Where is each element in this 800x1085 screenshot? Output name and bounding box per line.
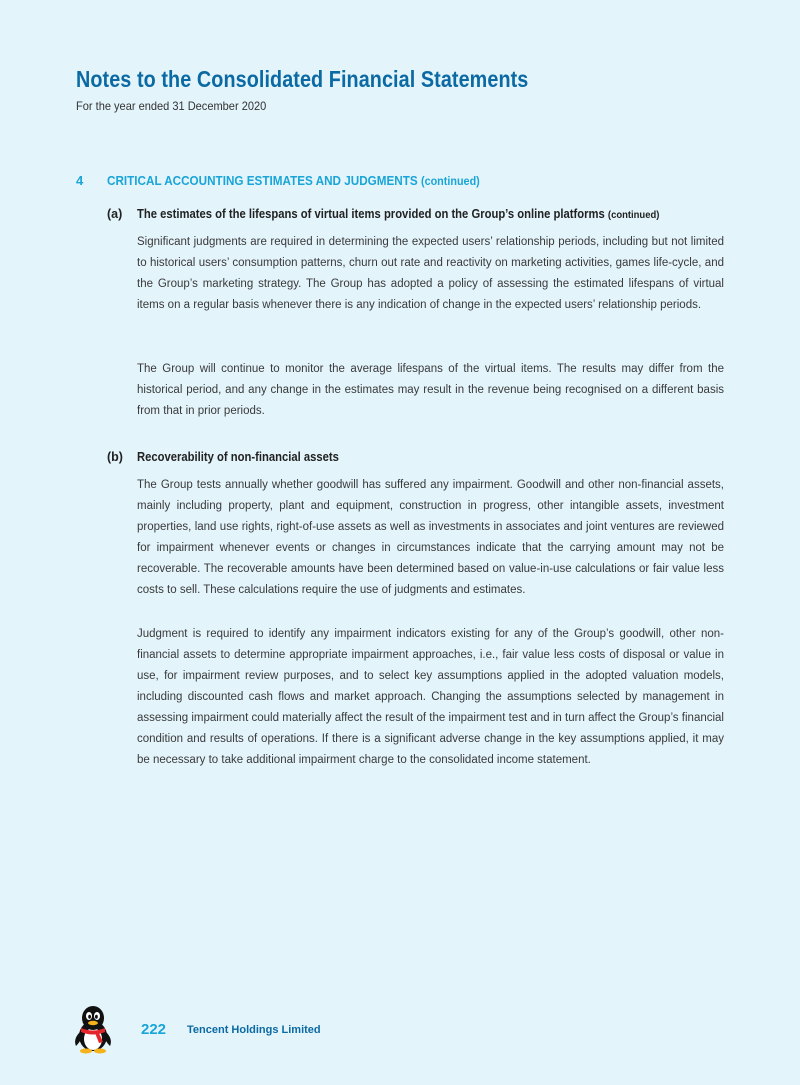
subsection-a-label: (a)	[107, 207, 123, 221]
subsection-a-paragraph-1: Significant judgments are required in determining the expected users’ relationship periods, including but not limited to historical users’ consumption patterns, churn out rate and reactivity on marketing activities, games life-cycle, and the Group’s marketing strategy. The Group has adopted a policy of assessing the estimated lifespans of virtual items on a regular basis whenever there is any indication of change in the expected users’ relationship periods.	[137, 236, 724, 311]
page-title: Notes to the Consolidated Financial Statements	[76, 66, 529, 92]
page-subtitle: For the year ended 31 December 2020	[76, 99, 267, 113]
subsection-a-continued: (continued)	[607, 209, 660, 221]
penguin-logo-icon	[72, 1004, 114, 1054]
section-continued: (continued)	[420, 174, 480, 188]
subsection-a-title: The estimates of the lifespans of virtual items provided on the Group’s online platforms	[137, 207, 605, 221]
section-heading	[107, 173, 480, 188]
section-title: CRITICAL ACCOUNTING ESTIMATES AND JUDGMENTS	[107, 173, 418, 188]
subsection-a-heading	[137, 207, 659, 221]
page-number: 222	[141, 1021, 167, 1038]
section-number: 4	[76, 173, 84, 188]
subsection-b-title: Recoverability of non-financial assets	[137, 450, 339, 464]
subsection-b-paragraph-2: Judgment is required to identify any impairment indicators existing for any of the Group’s goodwill, other non-financial assets to determine appropriate impairment approaches, i.e., fair value less costs of disposal or value in use, for impairment review purposes, and to select key assumptions applied in the adopted valuation models, including discounted cash flows and market approach. Changing the assumptions selected by management in assessing impairment could materially affect the result of the impairment test and in turn affect the Group’s financial condition and results of operations. If there is a significant adverse change in the key assumptions applied, it may be necessary to take additional impairment charge to the consolidated income statement.	[137, 628, 724, 766]
company-name: Tencent Holdings Limited	[187, 1024, 321, 1036]
subsection-a-paragraph-2: The Group will continue to monitor the average lifespans of the virtual items. The results may differ from the historical period, and any change in the estimates may result in the revenue being recognised on a different basis from that in prior periods.	[137, 363, 724, 417]
subsection-b-label: (b)	[107, 450, 123, 464]
subsection-b-paragraph-1: The Group tests annually whether goodwill has suffered any impairment. Goodwill and other non-financial assets, mainly including property, plant and equipment, construction in progress, other intangible assets, investment properties, land use rights, right-of-use assets as well as investments in associates and joint ventures are reviewed for impairment whenever events or changes in circumstances indicate that the carrying amount may not be recoverable. The recoverable amounts have been determined based on value-in-use calculations or fair value less costs to sell. These calculations require the use of judgments and estimates.	[137, 479, 724, 596]
